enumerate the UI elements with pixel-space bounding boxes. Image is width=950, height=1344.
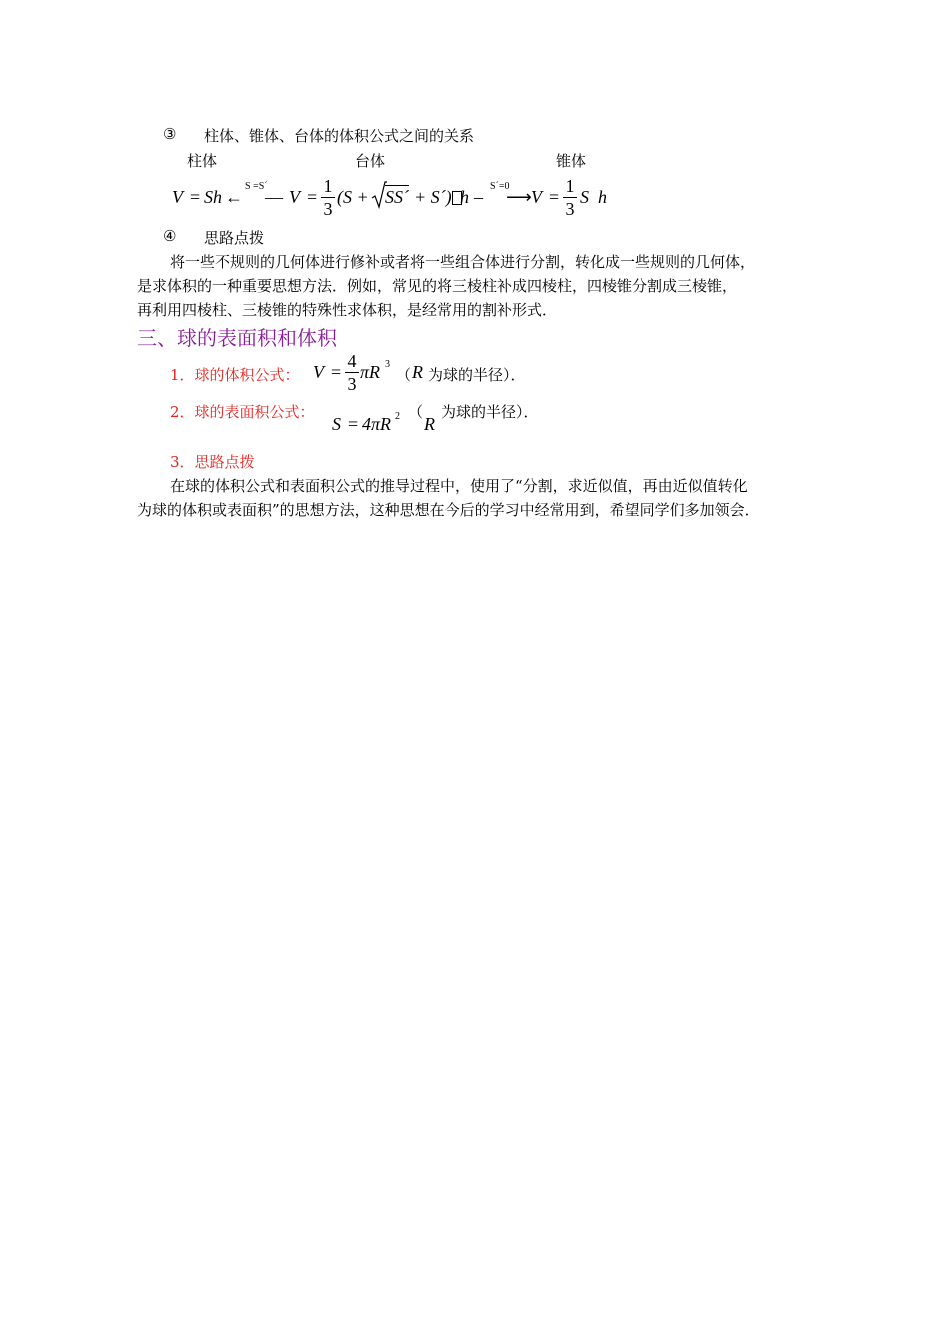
formula-h: h (460, 187, 469, 207)
label-frustum: 台体 (355, 152, 386, 170)
formula-condition-right: S´=0 (490, 181, 510, 192)
sphere-volume-v: V (313, 362, 324, 382)
sphere-volume-pi-r: πR (360, 362, 381, 382)
fraction-numerator: 1 (565, 176, 575, 196)
sphere-area-eq: = (348, 414, 359, 434)
circled-number-4: ④ (163, 227, 177, 245)
formula-dash-1: — (265, 187, 283, 207)
sphere-area-paren: （ (408, 403, 424, 421)
formula-paren-s: (S + (337, 187, 369, 207)
fraction-denominator: 3 (347, 374, 357, 394)
fraction-numerator: 4 (347, 351, 357, 371)
formula-v-frustum: V (289, 187, 300, 207)
fraction-denominator: 3 (565, 199, 575, 219)
formula-eq-3: = (549, 187, 560, 207)
label-prism: 柱体 (187, 152, 218, 170)
sphere-volume-label: 1．球的体积公式： (170, 366, 300, 384)
formula-condition-left: S =S´ (245, 181, 268, 192)
paragraph-line: 是求体积的一种重要思想方法．例如，常见的将三棱柱补成四棱柱，四棱锥分割成三棱锥， (137, 277, 738, 295)
formula-arrow-left: ← (225, 187, 243, 207)
fraction-denominator: 3 (323, 199, 333, 219)
formula-v-cone: V (531, 187, 542, 207)
sphere-volume-r: R (412, 362, 423, 382)
formula-fraction-one-third-cone (563, 176, 577, 219)
sphere-area-r: R (424, 414, 435, 434)
formula-s-h: S h (580, 187, 607, 207)
item-4-text: 思路点拨 (204, 229, 265, 247)
sphere-area-note: 为球的半径）． (441, 403, 539, 421)
sphere-volume-exponent: 3 (385, 359, 390, 370)
paragraph-line: 在球的体积公式和表面积公式的推导过程中，使用了“分割，求近似值，再由近似值转化 (170, 477, 748, 495)
formula-v-prism: V (172, 187, 183, 207)
fraction-bar (345, 372, 359, 373)
label-cone: 锥体 (556, 152, 587, 170)
sphere-volume-fraction (345, 351, 359, 394)
formula-tail: + S´) (414, 187, 452, 207)
formula-dash-2: – (474, 187, 483, 207)
paragraph-dissection-method (137, 250, 755, 322)
circled-number-3: ③ (163, 125, 177, 143)
item-3-text: 柱体、锥体、台体的体积公式之间的关系 (204, 127, 475, 145)
fraction-bar (321, 197, 335, 198)
fraction-bar (563, 197, 577, 198)
paragraph-line: 为球的体积或表面积”的思想方法，这种思想在今后的学习中经常用到，希望同学们多加领会． (137, 501, 760, 519)
formula-fraction-one-third (321, 176, 335, 219)
sphere-area-four-pi-r: 4πR (362, 414, 392, 434)
section-heading: 三、球的表面积和体积 (137, 326, 337, 350)
formula-arrow-right: ⟶ (506, 187, 532, 207)
sphere-volume-eq: = (331, 362, 342, 382)
formula-eq-2: = (307, 187, 318, 207)
paragraph-line: 将一些不规则的几何体进行修补或者将一些组合体进行分割，转化成一些规则的几何体， (170, 253, 756, 271)
formula-sh: Sh (204, 187, 222, 207)
paragraph-line: 再利用四棱柱、三棱锥的特殊性求体积，是经常用的割补形式． (137, 301, 558, 319)
sphere-area-s: S (332, 414, 341, 434)
sphere-area-exponent: 2 (395, 411, 400, 422)
sphere-area-label: 2．球的表面积公式： (170, 403, 315, 421)
formula-eq-1: = (190, 187, 201, 207)
sphere-volume-note: 为球的半径）． (428, 366, 526, 384)
tips-label: 3．思路点拨 (170, 453, 255, 471)
fraction-numerator: 1 (323, 176, 333, 196)
sphere-volume-paren: （ (396, 366, 412, 384)
formula-sqrt-content: SS´ (385, 187, 409, 207)
paragraph-sphere-derivation (137, 474, 760, 522)
